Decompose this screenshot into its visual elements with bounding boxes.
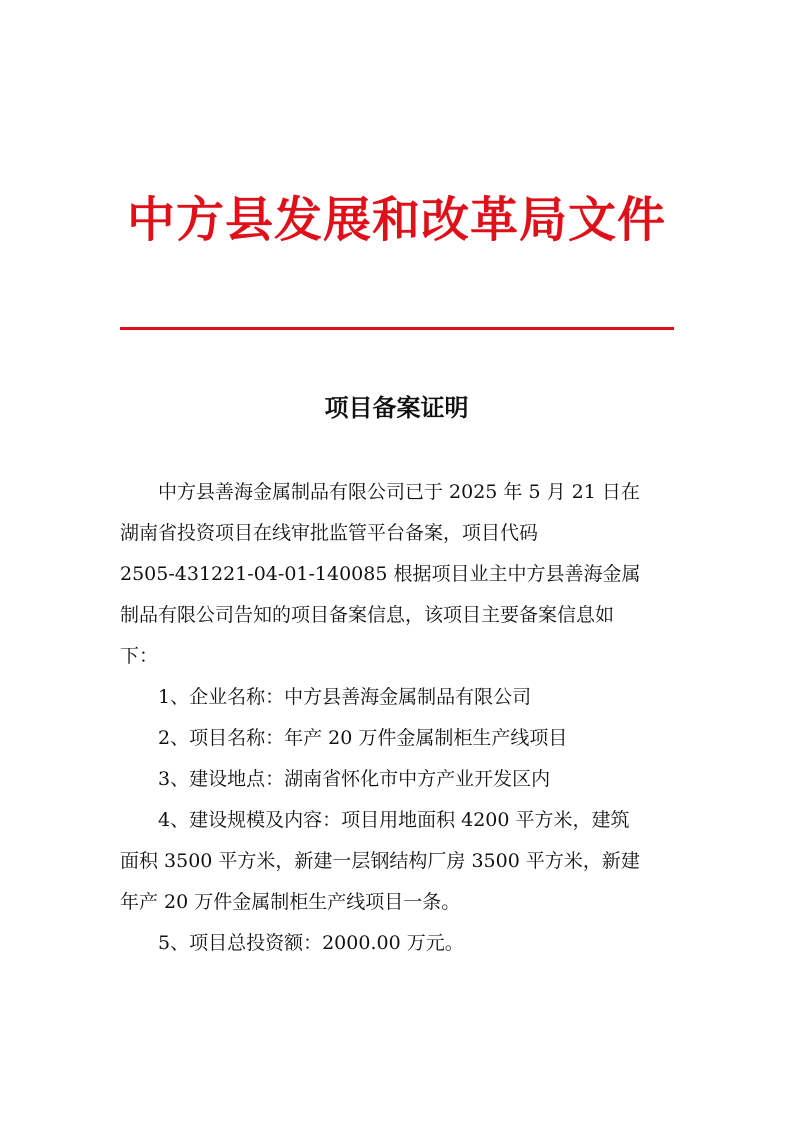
list-item-line: 1、企业名称：中方县善海金属制品有限公司 <box>158 686 532 708</box>
intro-line: 制品有限公司告知的项目备案信息，该项目主要备案信息如 <box>120 604 615 626</box>
list-item-total-investment <box>120 923 676 964</box>
list-item-line: 4、建设规模及内容：项目用地面积 4200 平方米，建筑 <box>158 809 630 831</box>
list-item-location <box>120 759 676 800</box>
intro-line: 湖南省投资项目在线审批监管平台备案，项目代码 <box>120 522 539 544</box>
red-divider-line <box>120 327 674 330</box>
document-header-title: 中方县发展和改革局文件 <box>126 192 666 248</box>
document-body <box>120 472 676 964</box>
list-item-line: 3、建设地点：湖南省怀化市中方产业开发区内 <box>158 768 551 790</box>
intro-line: 下： <box>120 645 159 667</box>
intro-line: 中方县善海金属制品有限公司已于 2025 年 5 月 21 日在 <box>158 481 640 503</box>
list-item-line: 面积 3500 平方米，新建一层钢结构厂房 3500 平方米，新建 <box>120 850 640 872</box>
list-item-line: 2、项目名称：年产 20 万件金属制柜生产线项目 <box>158 727 568 749</box>
list-item-line: 年产 20 万件金属制柜生产线项目一条。 <box>120 891 461 913</box>
document-title: 项目备案证明 <box>324 394 469 422</box>
list-item-company-name <box>120 677 676 718</box>
list-item-scale-content <box>120 800 676 923</box>
list-item-project-name <box>120 718 676 759</box>
list-item-line: 5、项目总投资额：2000.00 万元。 <box>158 932 464 954</box>
intro-paragraph <box>120 472 676 677</box>
intro-line: 2505-431221-04-01-140085 根据项目业主中方县善海金属 <box>120 563 641 585</box>
